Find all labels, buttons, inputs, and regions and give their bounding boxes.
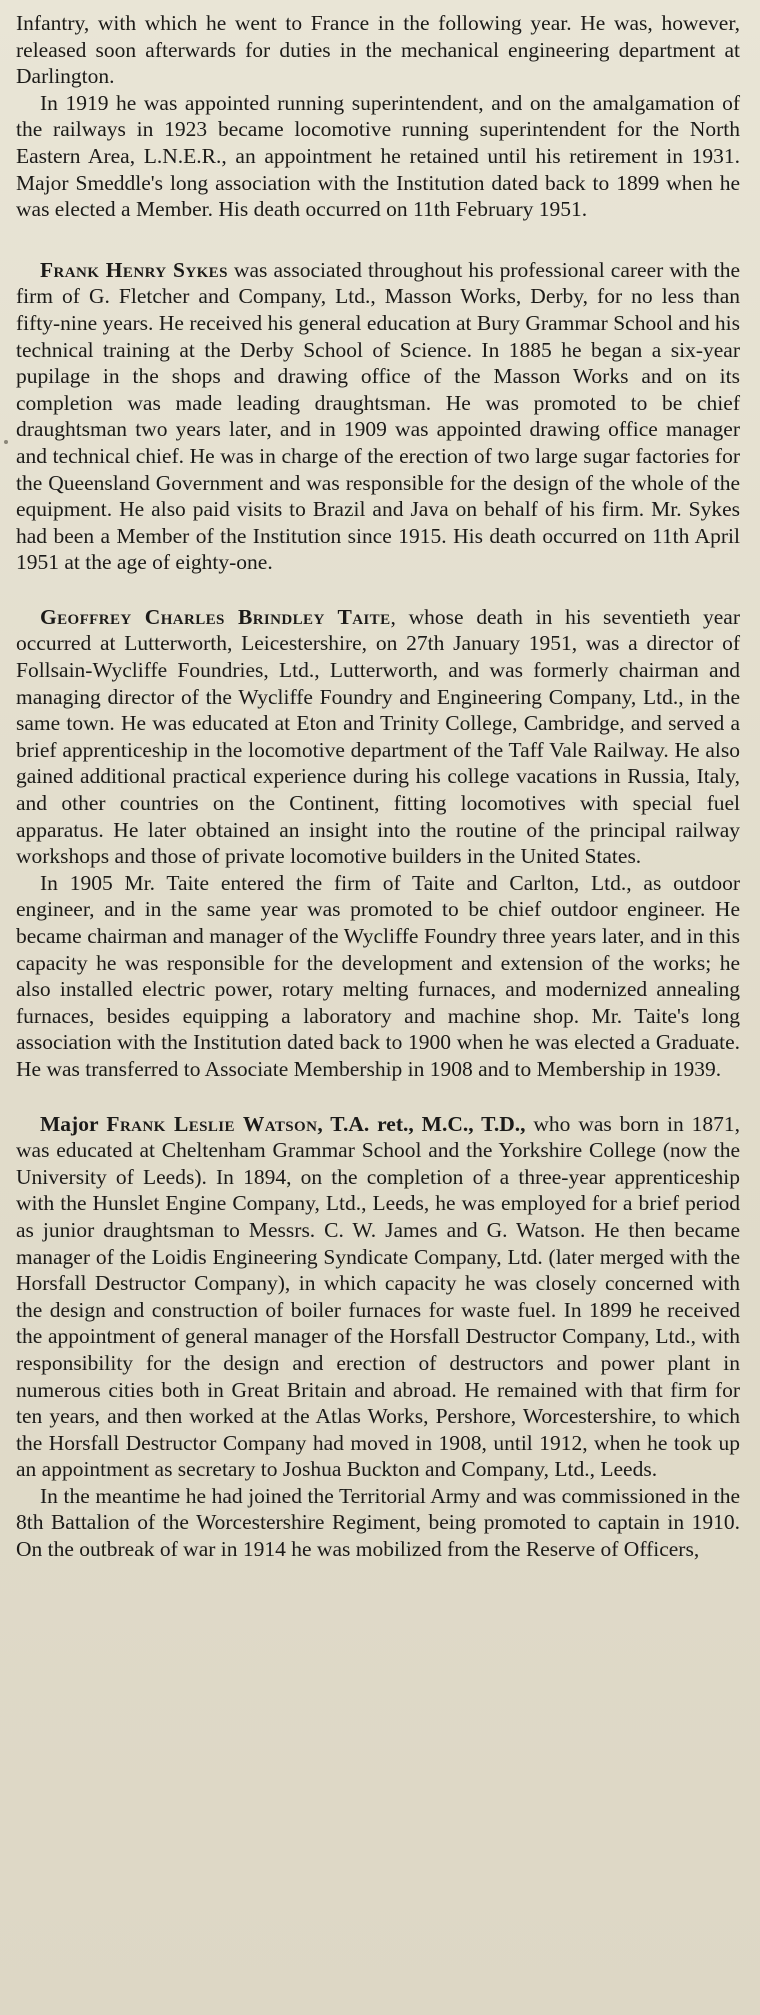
paragraph-text: who was born in 1871, was educated at Cheltenham Grammar School and the Yorkshire College (now the University of Leeds). In 1894, on the completion of a three-year apprenticeship with the Hunslet Engine Company, Ltd., Leeds, he was employed for a brief period as junior draughtsman to Messrs. C. W. James and G. Watson. He then became manager of the Loidis Engineering Syndicate Company, Ltd. (later merged with the Horsfall Destructor Company), in which capacity he was closely concerned with the design and construction of boiler furnaces for waste fuel. In 1899 he received the appointment of general manager of the Horsfall Destructor Company, Ltd., with responsibility for the design and erection of destructors and power plant in numerous cities both in Great Britain and abroad. He remained with that firm for ten years, and then worked at the Atlas Works, Pershore, Worcestershire, to which the Horsfall Destructor Company had moved in 1908, until 1912, when he took up an appointment as secretary to Joshua Buckton and Company, Ltd., Leeds. [16,1111,740,1482]
person-name: Frank Leslie Watson [106,1111,318,1136]
paragraph [16,257,740,576]
paragraph-text: , whose death in his seventieth year occurred at Lutterworth, Leicestershire, on 27th January 1951, was a director of Follsain-Wycliffe Foundries, Ltd., Lutterworth, and was formerly chairman and managing director of the Wycliffe Foundry and Engineering Company, Ltd., in the same town. He was educated at Eton and Trinity College, Cambridge, and served a brief apprenticeship in the locomotive department of the Taff Vale Railway. He also gained additional practical experience during his college vacations in Russia, Italy, and other countries on the Continent, fitting locomotives with special fuel apparatus. He later obtained an insight into the routine of the principal railway workshops and those of private locomotive builders in the United States. [16,604,740,869]
person-honours: , T.A. ret., M.C., T.D., [317,1111,526,1136]
paragraph [16,1111,740,1483]
obituary-smeddle [16,10,740,223]
section-gap [16,1083,740,1111]
paragraph-text: was associated throughout his professional career with the firm of G. Fletcher and Company, Ltd., Masson Works, Derby, for no less than fifty-nine years. He received his general education at Bury Grammar School and his technical training at the Derby School of Science. In 1885 he began a six-year pupilage in the shops and drawing office of the Masson Works and on its completion was made leading draughtsman. He was promoted to be chief draughtsman two years later, and in 1909 was appointed drawing office manager and technical chief. He was in charge of the erection of two large sugar factories for the Queensland Government and was responsible for the design of the whole of the equipment. He also paid visits to Brazil and Java on behalf of his firm. Mr. Sykes had been a Member of the Institution since 1915. His death occurred on 11th April 1951 at the age of eighty-one. [16,257,740,575]
section-gap [16,223,740,257]
margin-mark [4,440,8,444]
paragraph [16,604,740,870]
obituary-watson [16,1111,740,1563]
obituary-sykes [16,257,740,576]
person-name: Frank Henry Sykes [40,257,228,282]
paragraph: Infantry, with which he went to France in the following year. He was, however, released soon afterwards for duties in the mechanical engineering department at Darlington. [16,11,740,89]
section-gap [16,576,740,604]
paragraph: In 1905 Mr. Taite entered the firm of Taite and Carlton, Ltd., as outdoor engineer, and in the same year was promoted to be chief outdoor engineer. He became chairman and manager of the Wycliffe Foundry three years later, and in this capacity he was responsible for the development and extension of the works; he also installed electric power, rotary melting furnaces, and modernized annealing furnaces, besides equipping a laboratory and machine shop. Mr. Taite's long association with the Institution dated back to 1900 when he was elected a Graduate. He was transferred to Associate Membership in 1908 and to Membership in 1939. [16,870,740,1081]
person-rank: Major [40,1111,99,1136]
paragraph: In 1919 he was appointed running superintendent, and on the amalgamation of the railways in 1923 became locomotive running superintendent for the North Eastern Area, L.N.E.R., an appointment he retained until his retirement in 1931. Major Smeddle's long association with the Institution dated back to 1899 when he was elected a Member. His death occurred on 11th February 1951. [16,90,740,222]
person-name: Geoffrey Charles Brindley Taite [40,604,391,629]
obituary-taite [16,604,740,1083]
paragraph: In the meantime he had joined the Territorial Army and was commissioned in the 8th Battalion of the Worcestershire Regiment, being promoted to captain in 1910. On the outbreak of war in 1914 he was mobilized from the Reserve of Officers, [16,1483,740,1562]
